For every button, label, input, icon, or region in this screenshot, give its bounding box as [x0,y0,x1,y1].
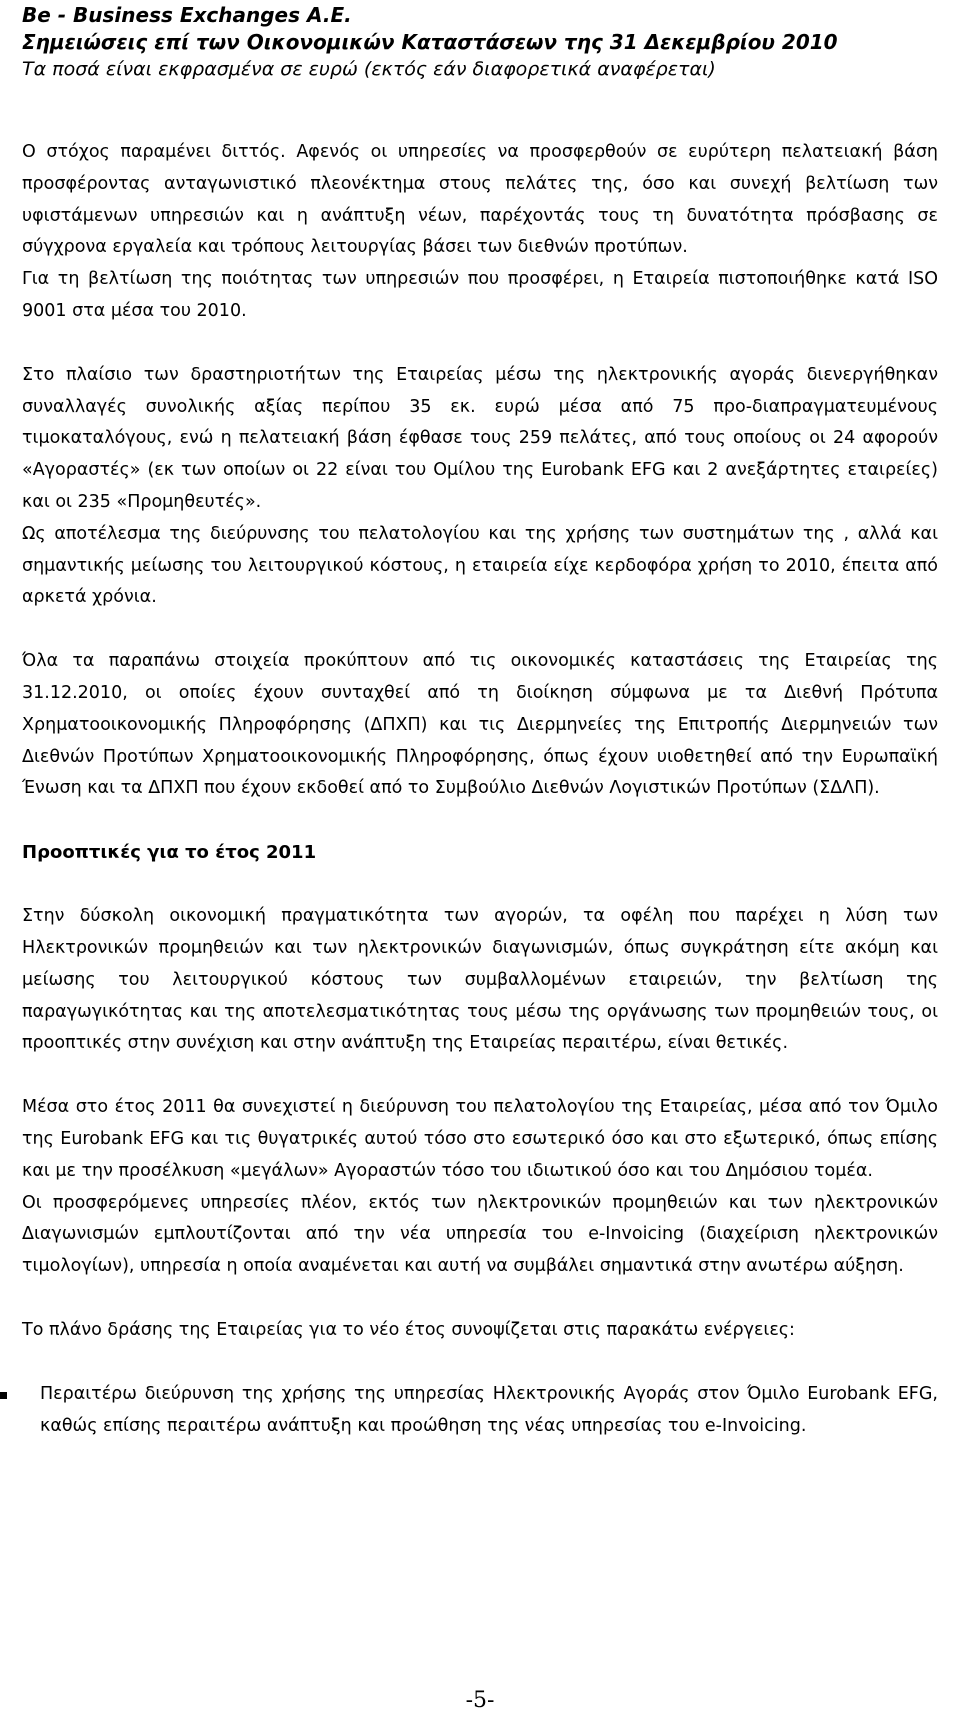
paragraph-action-plan: Το πλάνο δράσης της Εταιρείας για το νέο έτος συνοψίζεται στις παρακάτω ενέργειες: [22,1319,795,1340]
paragraph-client-expansion: Μέσα στο έτος 2011 θα συνεχιστεί η διεύρυνση του πελατολογίου της Εταιρείας, μέσα από τον Όμιλο της Eurobank EFG και τις θυγατρικές αυτού τόσο στο εσωτερικό όσο και στο εξωτερικό, όπως επίσης και με την προσέλκυση «μεγάλων» Αγοραστών τόσο του ιδιωτικού όσο και του Δημόσιου τομέα. [22,1097,938,1181]
paragraph-objective: Ο στόχος παραμένει διττός. Αφενός οι υπηρεσίες να προσφερθούν σε ευρύτερη πελατειακή βάση προσφέροντας ανταγωνιστικό πλεονέκτημα στους πελάτες της, όσο και συνεχή βελτίωση των υφιστάμενων υπηρεσιών και η ανάπτυξη νέων, παρέχοντάς τους τη δυνατότητα πρόσβασης σε σύγχρονα εργαλεία και τρόπους λειτουργίας βάσει των διεθνών προτύπων. [22,142,938,258]
page-number: -5- [465,1688,495,1713]
document-header [22,2,938,83]
list-item [22,1379,938,1443]
paragraph-e-invoicing: Οι προσφερόμενες υπηρεσίες πλέον, εκτός των ηλεκτρονικών προμηθειών και των ηλεκτρονικών Διαγωνισμών εμπλουτίζονται από την νέα υπηρεσία του e-Invoicing (διαχείριση ηλεκτρονικών τιμολογίων), υπηρεσία η οποία αναμένεται και αυτή να συμβάλει σημαντικά στην ανωτέρω αύξηση. [22,1192,938,1277]
square-bullet-icon [0,1392,7,1399]
paragraph-ifrs: Όλα τα παραπάνω στοιχεία προκύπτουν από τις οικονομικές καταστάσεις της Εταιρείας της 31.12.2010, οι οποίες έχουν συνταχθεί από τη διοίκηση σύμφωνα με τα Διεθνή Πρότυπα Χρηματοοικονομικής Πληροφόρησης (ΔΠΧΠ) και τις Διερμηνείες της Επιτροπής Διερμηνειών των Διεθνών Προτύπων Χρηματοοικονομικής Πληροφόρησης, όπως έχουν υιοθετηθεί από την Ευρωπαϊκή Ένωση και τα ΔΠΧΠ που έχουν εκδοθεί από το Συμβούλιο Διεθνών Λογιστικών Προτύπων (ΣΔΛΠ). [22,651,938,799]
paragraph-outlook: Στην δύσκολη οικονομική πραγματικότητα των αγορών, τα οφέλη που παρέχει η λύση των Ηλεκτρονικών προμηθειών και των ηλεκτρονικών διαγωνισμών, όπως συγκράτηση είτε ακόμη και μείωσης του λειτουργικού κόστους των συμβαλλομένων εταιρειών, την βελτίωση της παραγωγικότητας και της αποτελεσματικότητας τους μέσω της οργάνωσης των προμηθειών τους, οι προοπτικές στην συνέχιση και στην ανάπτυξη της Εταιρείας περαιτέρω, είναι θετικές. [22,906,938,1054]
paragraph-iso: Για τη βελτίωση της ποιότητας των υπηρεσιών που προσφέρει, η Εταιρεία πιστοποιήθηκε κατά ISO 9001 στα μέσα του 2010. [22,269,938,321]
company-name: Be - Business Exchanges A.E. [22,3,352,27]
paragraph-profitability: Ως αποτέλεσμα της διεύρυνσης του πελατολογίου και της χρήσης των συστημάτων της , αλλά και σημαντικής μείωσης του λειτουργικού κόστους, η εταιρεία είχε κερδοφόρα χρήση το 2010, έπειτα από αρκετά χρόνια. [22,523,938,608]
section-heading-outlook-2011: Προοπτικές για το έτος 2011 [22,842,317,864]
notes-title: Σημειώσεις επί των Οικονομικών Καταστάσεων της 31 Δεκεμβρίου 2010 [22,30,838,54]
bullet-text: Περαιτέρω διεύρυνση της χρήσης της υπηρεσίας Ηλεκτρονικής Αγοράς στον Όμιλο Eurobank EFG, καθώς επίσης περαιτέρω ανάπτυξη και προώθηση της νέας υπηρεσίας του e-Invoicing. [40,1383,938,1436]
document-body [22,137,938,1442]
currency-note: Τα ποσά είναι εκφρασμένα σε ευρώ (εκτός εάν διαφορετικά αναφέρεται) [22,58,716,80]
paragraph-transactions: Στο πλαίσιο των δραστηριοτήτων της Εταιρείας μέσω της ηλεκτρονικής αγοράς διενεργήθηκαν συναλλαγές συνολικής αξίας περίπου 35 εκ. ευρώ μέσα από 75 προ-διαπραγματευμένους τιμοκαταλόγους, ενώ η πελατειακή βάση έφθασε τους 259 πελάτες, από τους οποίους οι 24 αφορούν «Αγοραστές» (εκ των οποίων οι 22 είναι του Ομίλου της Eurobank EFG και 2 ανεξάρτητες εταιρείες) και οι 235 «Προμηθευτές». [22,364,938,512]
